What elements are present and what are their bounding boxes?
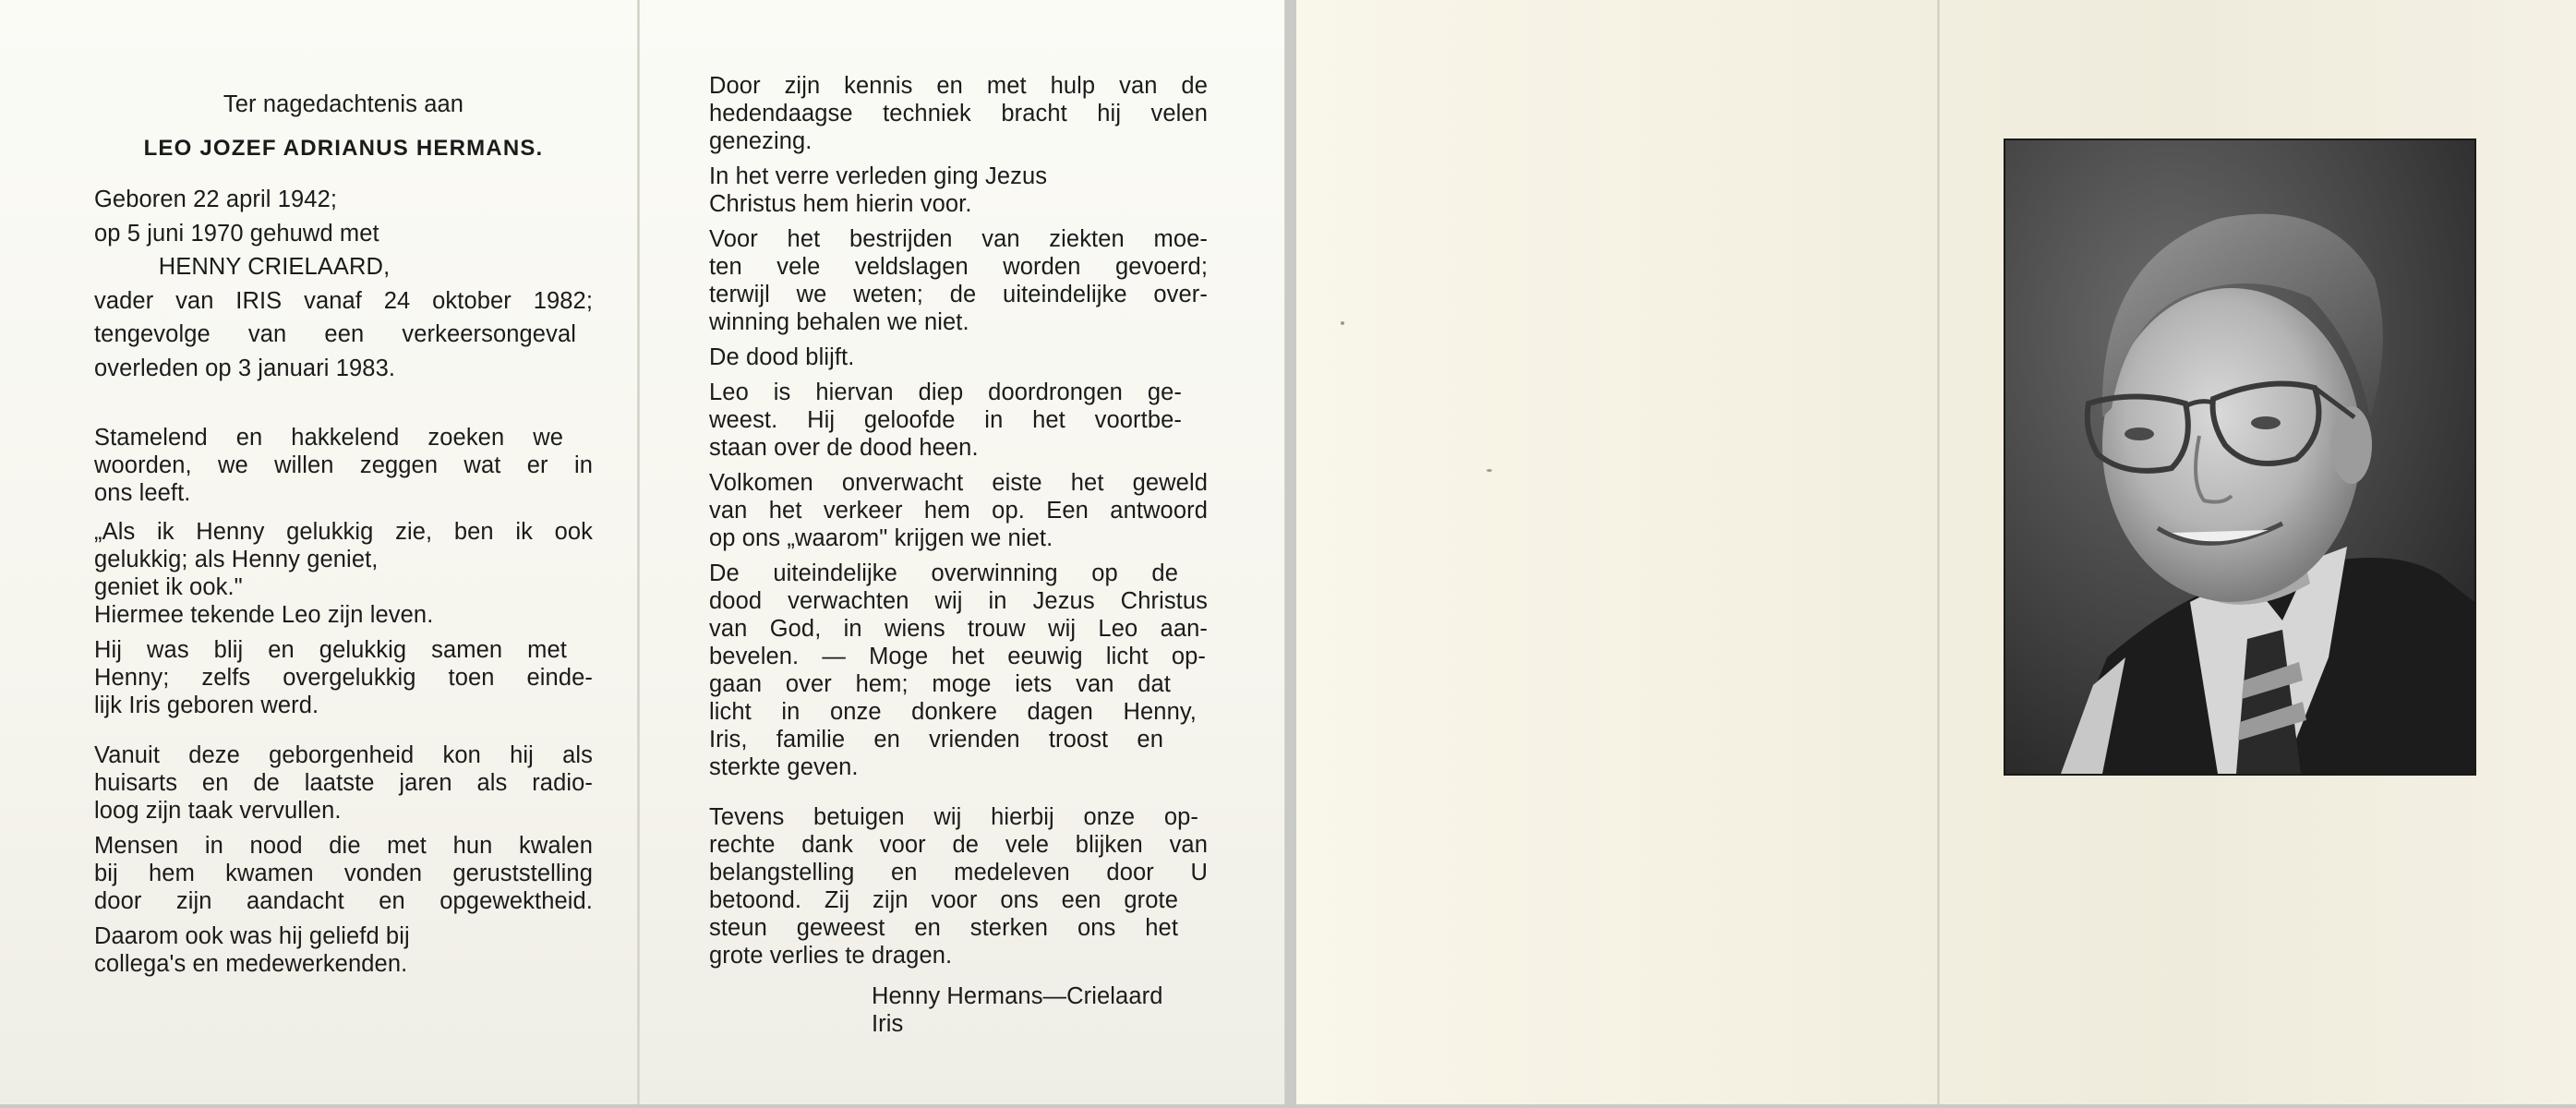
text-line: huisarts en de laatste jaren als radio- <box>94 770 593 796</box>
paragraph <box>709 343 1208 371</box>
bio-line: vader van IRIS vanaf 24 oktober 1982; <box>94 287 593 314</box>
text-line: steun geweest en sterken ons het <box>709 915 1178 941</box>
text-line: op ons „waarom" krijgen we niet. <box>709 525 1053 551</box>
text-line: Hiermee tekende Leo zijn leven. <box>94 602 434 628</box>
text-line: ten vele veldslagen worden gevoerd; <box>709 254 1208 280</box>
text-line: Christus hem hierin voor. <box>709 191 972 217</box>
paragraph <box>94 424 593 507</box>
bio-line: Geboren 22 april 1942; <box>94 187 338 212</box>
left-text-column <box>94 90 593 978</box>
text-line: loog zijn taak vervullen. <box>94 798 342 824</box>
paper-speck <box>1341 321 1344 325</box>
paragraph <box>709 72 1208 155</box>
text-line: Voor het bestrijden van ziekten moe- <box>709 226 1208 252</box>
text-line: In het verre verleden ging Jezus <box>709 163 1048 189</box>
paragraph <box>709 225 1208 336</box>
paper-speck <box>1487 469 1492 472</box>
text-line: van het verkeer hem op. Een antwoord <box>709 498 1208 524</box>
text-line: gaan over hem; moge iets van dat <box>709 671 1171 697</box>
spouse-name: HENNY CRIELAARD, <box>158 254 391 280</box>
text-line: gelukkig; als Henny geniet, <box>94 547 379 572</box>
text-line: Door zijn kennis en met hulp van de <box>709 73 1208 99</box>
text-line: Iris, familie en vrienden troost en <box>709 727 1163 753</box>
paragraph <box>94 922 593 978</box>
text-line: rechte dank voor de vele blijken van <box>709 832 1208 858</box>
text-line: Stamelend en hakkelend zoeken we <box>94 425 563 451</box>
text-line: Tevens betuigen wij hierbij onze op- <box>709 804 1198 830</box>
text-line: staan over de dood heen. <box>709 435 979 461</box>
paragraph <box>709 469 1208 552</box>
bio-line: overleden op 3 januari 1983. <box>94 355 396 381</box>
text-line: Vanuit deze geborgenheid kon hij als <box>94 742 593 768</box>
card-fold-line <box>637 0 640 1104</box>
paragraph <box>94 741 593 825</box>
paragraph <box>709 379 1208 462</box>
text-line: dood verwachten wij in Jezus Christus <box>709 588 1208 614</box>
biography-block <box>94 183 593 385</box>
text-line: De uiteindelijke overwinning op de <box>709 560 1178 586</box>
bio-line: tengevolge van een verkeersongeval <box>94 321 576 347</box>
text-line: terwijl we weten; de uiteindelijke over- <box>709 282 1208 307</box>
text-line: collega's en medewerkenden. <box>94 951 408 977</box>
paragraph <box>709 803 1208 970</box>
text-line: belangstelling en medeleven door U <box>709 860 1208 885</box>
card-fold-line <box>1937 0 1940 1104</box>
signature-names: Henny Hermans—Crielaard <box>872 983 1163 1009</box>
text-line: Mensen in nood die met hun kwalen <box>94 833 593 859</box>
text-line: geniet ik ook." <box>94 574 243 600</box>
text-line: Hij was blij en gelukkig samen met <box>94 637 567 663</box>
text-line: bij hem kwamen vonden geruststelling <box>94 861 593 886</box>
card-text-spread <box>0 0 1285 1104</box>
paragraph <box>709 560 1208 781</box>
text-line: woorden, we willen zeggen wat er in <box>94 452 593 478</box>
text-line: „Als ik Henny gelukkig zie, ben ik ook <box>94 519 593 545</box>
portrait-image <box>2005 140 2474 774</box>
text-line: Volkomen onverwacht eiste het geweld <box>709 470 1208 496</box>
text-line: ons leeft. <box>94 480 191 506</box>
text-line: hedendaagse techniek bracht hij velen <box>709 101 1208 126</box>
paragraph <box>709 163 1208 218</box>
deceased-name: LEO JOZEF ADRIANUS HERMANS. <box>143 136 544 161</box>
text-line: weest. Hij geloofde in het voortbe- <box>709 407 1182 433</box>
text-line: betoond. Zij zijn voor ons een grote <box>709 887 1178 913</box>
text-line: winning behalen we niet. <box>709 309 969 335</box>
intro-line: Ter nagedachtenis aan <box>223 91 464 117</box>
text-line: licht in onze donkere dagen Henny, <box>709 699 1197 725</box>
text-line: grote verlies te dragen. <box>709 943 953 969</box>
text-line: sterkte geven. <box>709 754 859 780</box>
text-line: De dood blijft. <box>709 344 855 370</box>
portrait-photo <box>2004 138 2476 776</box>
text-line: lijk Iris geboren werd. <box>94 692 319 718</box>
text-line: Leo is hiervan diep doordrongen ge- <box>709 379 1182 405</box>
bio-line: op 5 juni 1970 gehuwd met <box>94 220 379 247</box>
paragraph <box>94 518 593 629</box>
paragraph <box>94 636 593 719</box>
signature-child: Iris <box>872 1011 904 1037</box>
paragraph <box>94 832 593 915</box>
text-line: Henny; zelfs overgelukkig toen einde- <box>94 665 593 691</box>
text-line: genezing. <box>709 128 813 154</box>
text-line: Daarom ook was hij geliefd bij <box>94 923 410 949</box>
right-text-column <box>709 72 1208 1038</box>
signature-block <box>872 982 1208 1038</box>
text-line: van God, in wiens trouw wij Leo aan- <box>709 616 1208 642</box>
text-line: bevelen. — Moge het eeuwig licht op- <box>709 644 1206 669</box>
card-photo-spread <box>1296 0 2576 1104</box>
text-line: door zijn aandacht en opgewektheid. <box>94 888 593 914</box>
